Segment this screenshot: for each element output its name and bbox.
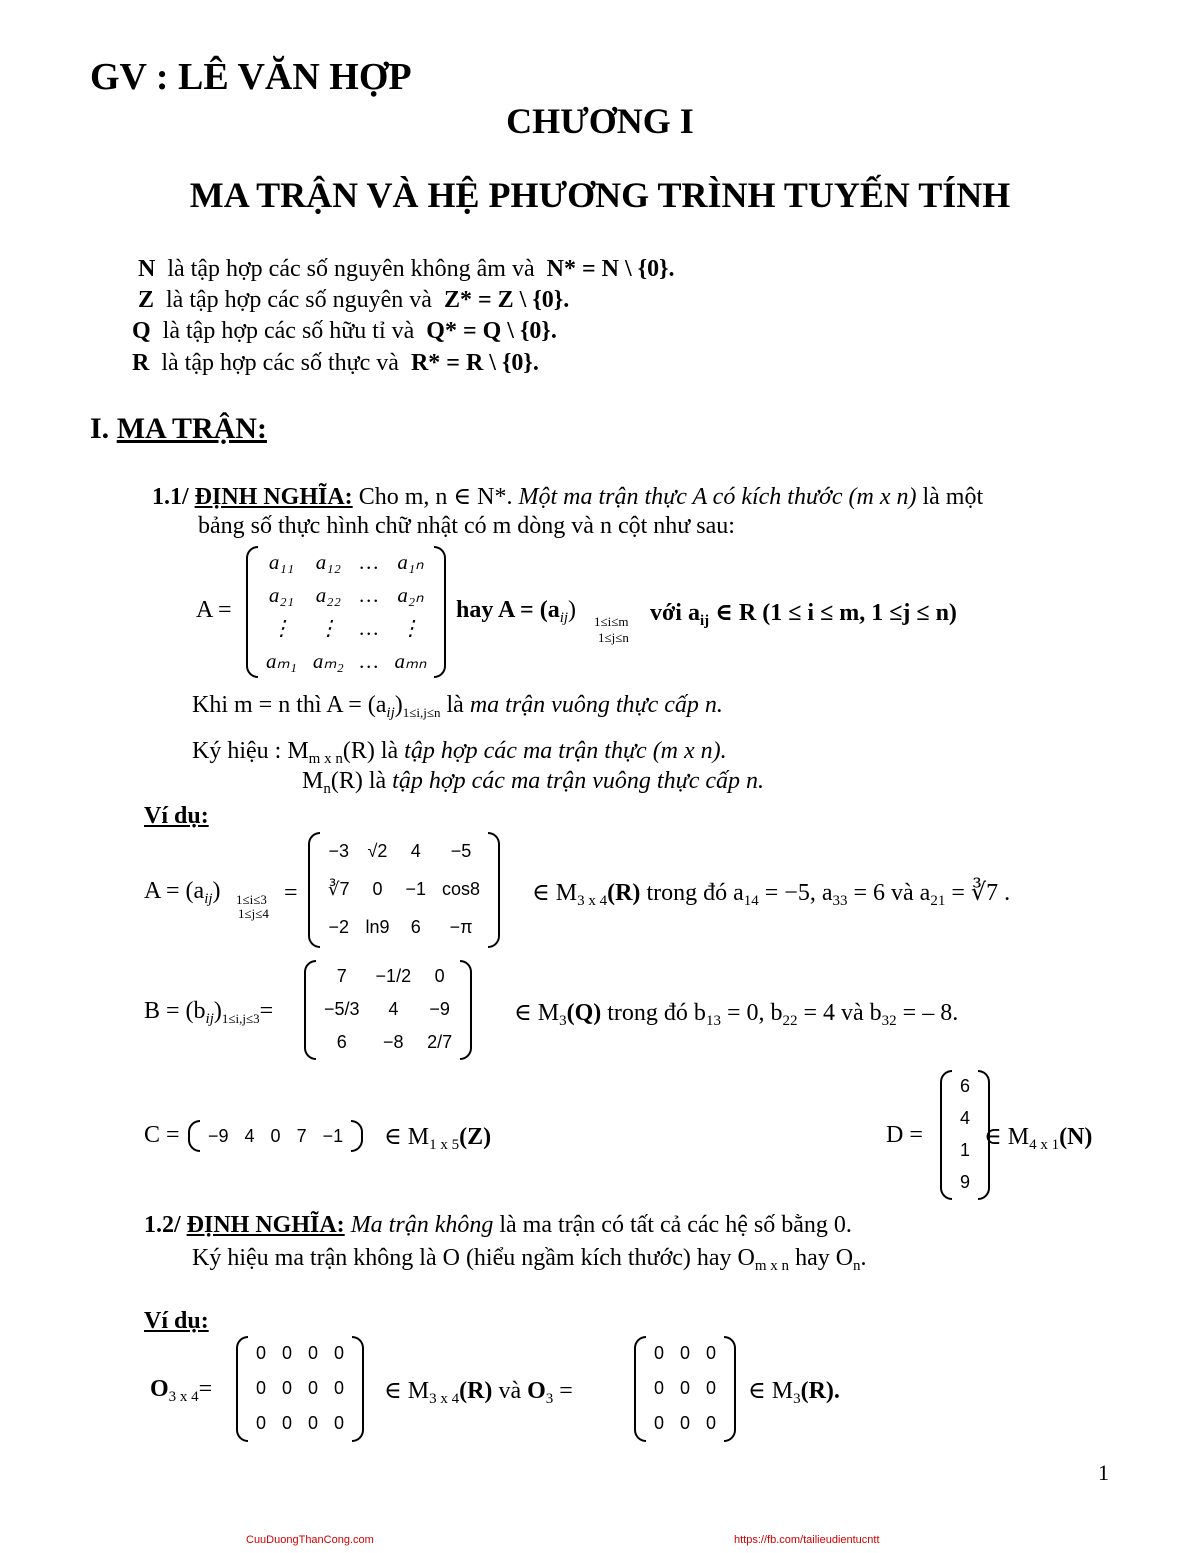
matrix-cell: −2 (328, 916, 349, 937)
compact-notation: hay $A = (a_{ij})$ (456, 597, 577, 626)
matrix-row (316, 993, 460, 1026)
matrix-row (248, 1371, 352, 1406)
matrix-cell: 0 (282, 1343, 293, 1363)
matrix-cell: ln9 (365, 916, 390, 937)
matrix-row (952, 1102, 978, 1134)
matrix-cell: a₂₁ (268, 583, 294, 607)
matrix-cell: −5 (450, 840, 472, 861)
matrix-row (258, 612, 434, 645)
set-line-r: R là tập hợp các số thực và R* = R \ {0}. (132, 350, 539, 376)
matrix-cell: 7 (336, 966, 347, 986)
matrix-cell: a₂ₙ (397, 583, 424, 607)
matrix-cell: 4 (244, 1125, 255, 1146)
matrix-cell: 0 (706, 1378, 717, 1398)
matrix-cell: 0 (706, 1343, 717, 1363)
page-number: 1 (1098, 1460, 1109, 1485)
matrix-cell: ⋮ (399, 616, 421, 640)
matrix-cell: 0 (256, 1413, 267, 1433)
matrix-row (248, 1336, 352, 1371)
matrix-row (320, 832, 488, 870)
index-range-i: 1≤i≤m (594, 614, 629, 629)
matrix-cell: 0 (308, 1413, 319, 1433)
matrix-cell: 0 (256, 1343, 267, 1363)
definition-1-2: 1.2/ ĐỊNH NGHĨA: Ma trận không là ma trận có tất cả các hệ số bằng 0. (144, 1212, 852, 1238)
teacher-name: GV : LÊ VĂN HỢP (90, 56, 412, 98)
matrix-cell: 0 (308, 1378, 319, 1398)
matrix-cell: … (359, 649, 379, 673)
matrix-cell: ⋮ (317, 616, 339, 640)
example-a-index-j: 1≤j≤4 (238, 906, 269, 921)
matrix-cell: 0 (270, 1125, 281, 1146)
matrix-row (248, 1406, 352, 1441)
matrix-cell: 0 (680, 1378, 691, 1398)
matrix-cell: 4 (960, 1107, 971, 1128)
example-b-description: ∈ $M_3(Q)$ trong đó $b_{13} = 0$, $b_{22} = 4$ và $b_{32}$ = – 8. (514, 1000, 959, 1029)
example-label-2: Ví dụ: (144, 1308, 209, 1334)
example-a-index-i: 1≤i≤3 (236, 892, 267, 907)
matrix-row (646, 1336, 724, 1371)
matrix-row (320, 908, 488, 946)
matrix-cell: 0 (308, 1343, 319, 1363)
notation-line-1: Ký hiệu : $M_{m x n}(R)$ là tập hợp các ma trận thực (m x n). (192, 738, 727, 767)
matrix-cell: 0 (282, 1378, 293, 1398)
matrix-row (258, 546, 434, 579)
section-heading: I. MA TRẬN: (90, 412, 267, 445)
definition-1-1: 1.1/ ĐỊNH NGHĨA: Cho m, n ∈ N*. Một ma trận thực A có kích thước (m x n) là một (152, 484, 984, 510)
example-a-description: ∈ $M_{3 x 4}(R)$ trong đó $a_{14} = -5$, $a_{33} = 6$ và $a_{21}$ = ∛7 . (532, 880, 1011, 909)
definition-1-1-line2: bảng số thực hình chữ nhật có m dòng và n cột như sau: (198, 513, 735, 539)
matrix-cell: 0 (282, 1413, 293, 1433)
example-column-vector-d (940, 1070, 990, 1200)
example-matrix-a (308, 832, 500, 948)
matrix-cell: 0 (372, 878, 383, 899)
matrix-row (646, 1406, 724, 1441)
matrix-cell: 6 (960, 1075, 971, 1096)
page-title: MA TRẬN VÀ HỆ PHƯƠNG TRÌNH TUYẾN TÍNH (189, 175, 1011, 215)
matrix-row (200, 1120, 351, 1152)
matrix-row (316, 960, 460, 993)
footer-right-link[interactable]: https://fb.com/tailieudientucntt (734, 1534, 880, 1546)
matrix-row (320, 870, 488, 908)
zero-matrix-34-lhs: $O_{3 x 4}=$ (150, 1376, 213, 1405)
zero-matrix-34-description: ∈ $M_{3 x 4}(R)$ và $O_3$ = (384, 1378, 573, 1407)
matrix-cell: a₂₂ (315, 583, 341, 607)
example-row-vector-c (188, 1120, 363, 1152)
matrix-cell: aₘₙ (394, 649, 427, 673)
example-matrix-b (304, 960, 472, 1060)
matrix-cell: −5/3 (324, 999, 360, 1019)
matrix-cell: 0 (706, 1413, 717, 1433)
matrix-cell: 0 (680, 1413, 691, 1433)
matrix-cell: aₘ₂ (312, 649, 344, 673)
example-a-lhs: $A = (a_{ij})$ (144, 878, 221, 907)
matrix-row (952, 1166, 978, 1198)
zero-matrix-34 (236, 1336, 364, 1442)
example-a-equals: = (284, 880, 298, 906)
matrix-cell: −1 (322, 1125, 344, 1146)
matrix-cell: −1/2 (375, 966, 412, 986)
matrix-cell: 6 (336, 1032, 347, 1052)
element-condition: với $a_{ij}$ ∈ R (1 ≤ i ≤ m, 1 ≤j ≤ n) (650, 600, 957, 629)
matrix-cell: a₁₂ (315, 550, 341, 574)
matrix-cell: a₁ₙ (397, 550, 424, 574)
matrix-cell: −π (449, 916, 473, 937)
set-line-n: N là tập hợp các số nguyên không âm và N* = N \ {0}. (138, 256, 675, 282)
matrix-cell: 0 (334, 1343, 345, 1363)
square-matrix-line: Khi m = n thì $A = (a_{ij})_{1\le i,j\le n}$ là ma trận vuông thực cấp n. (192, 692, 723, 721)
matrix-cell: … (359, 616, 379, 640)
matrix-cell: … (359, 583, 379, 607)
matrix-row (258, 579, 434, 612)
matrix-cell: 0 (334, 1378, 345, 1398)
chapter-title: CHƯƠNG I (506, 101, 694, 141)
zero-matrix-3-description: ∈ $M_3(R)$. (748, 1378, 840, 1407)
matrix-cell: 0 (654, 1413, 665, 1433)
matrix-cell: 7 (296, 1125, 307, 1146)
matrix-cell: 0 (334, 1413, 345, 1433)
matrix-cell: 0 (434, 966, 445, 986)
matrix-row (646, 1371, 724, 1406)
index-range-j: 1≤j≤n (598, 630, 629, 645)
matrix-cell: 4 (388, 999, 399, 1019)
matrix-cell: √2 (367, 840, 388, 861)
matrix-row (258, 645, 434, 678)
example-c: C = (144, 1122, 180, 1148)
matrix-cell: 0 (654, 1378, 665, 1398)
example-b-lhs: $B = (b_{ij})_{1\le i,j\le 3}=$ (144, 998, 274, 1027)
matrix-cell: −1 (405, 878, 427, 899)
example-d: D = (886, 1122, 923, 1148)
matrix-cell: 1 (960, 1139, 971, 1160)
set-line-q: Q là tập hợp các số hữu tỉ và Q* = Q \ {0}. (132, 318, 557, 344)
matrix-cell: ∛7 (328, 878, 350, 899)
matrix-cell: 6 (410, 916, 421, 937)
footer-left-link[interactable]: CuuDuongThanCong.com (246, 1534, 374, 1546)
matrix-cell: −8 (383, 1032, 404, 1052)
matrix-cell: −9 (208, 1125, 229, 1146)
matrix-cell: 9 (960, 1171, 971, 1192)
matrix-cell: … (359, 550, 379, 574)
example-label-1: Ví dụ: (144, 803, 209, 829)
matrix-cell: cos8 (442, 878, 481, 899)
matrix-cell: 0 (680, 1343, 691, 1363)
matrix-cell: −3 (328, 840, 349, 861)
matrix-row (316, 1026, 460, 1059)
general-matrix (246, 546, 446, 678)
matrix-row (952, 1134, 978, 1166)
matrix-cell: 2/7 (427, 1032, 453, 1052)
notation-line-2: $M_n(R)$ là tập hợp các ma trận vuông thực cấp n. (302, 768, 764, 797)
matrix-cell: ⋮ (270, 616, 292, 640)
matrix-cell: −9 (429, 999, 450, 1019)
matrix-cell: 0 (256, 1378, 267, 1398)
matrix-row (952, 1070, 978, 1102)
definition-1-2-line2: Ký hiệu ma trận không là O (hiểu ngầm kích thước) hay $O_{m x n}$ hay $O_n$. (192, 1245, 867, 1274)
matrix-cell: 0 (654, 1343, 665, 1363)
example-d-description: ∈ $M_{4 x 1}(N)$ (984, 1124, 1093, 1153)
matrix-cell: aₘ₁ (266, 649, 297, 673)
set-line-z: Z là tập hợp các số nguyên và Z* = Z \ {0}. (138, 287, 570, 313)
zero-matrix-3 (634, 1336, 736, 1442)
matrix-a-label: A = (196, 597, 232, 623)
matrix-cell: 4 (410, 840, 421, 861)
example-c-description: ∈ $M_{1 x 5}(Z)$ (384, 1124, 492, 1153)
matrix-cell: a₁₁ (268, 550, 294, 574)
